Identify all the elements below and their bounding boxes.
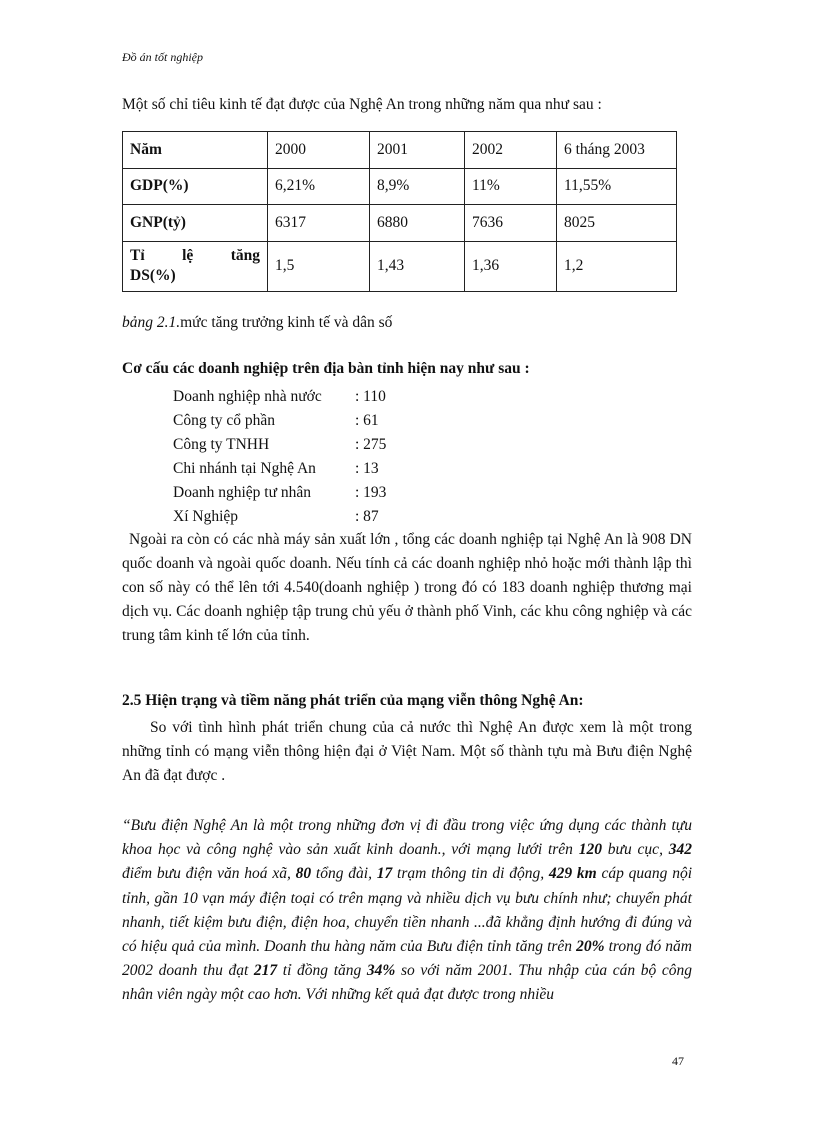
table-cell: Năm <box>123 132 268 169</box>
quote-block <box>122 814 692 1008</box>
table-row <box>123 168 677 205</box>
list-item-value: : 61 <box>355 412 379 429</box>
list-item <box>173 457 379 481</box>
quote-number: 20% <box>576 938 605 956</box>
quote-text: điểm bưu điện văn hoá xã, <box>122 865 296 883</box>
table-row <box>123 132 677 169</box>
list-item <box>173 505 379 529</box>
quote-number: 120 <box>578 841 602 859</box>
table-cell: 1,36 <box>465 241 557 291</box>
list-item-value: : 87 <box>355 508 379 525</box>
row-label-line1 <box>130 246 260 266</box>
quote-number: 80 <box>295 865 312 883</box>
paragraph-text: Ngoài ra còn có các nhà máy sản xuất lớn , tổng các doanh nghiệp tại Nghệ An là 908 DN quốc doanh và ngoài quốc doanh. Nếu tính cả các doanh nghiệp nhỏ hoặc mới thành lập thì con số này có thể lên tới 4.540(doanh nghiệp ) trong đó có 183 doanh nghiệp thương mại dịch vụ. Các doanh nghiệp tập trung chủ yếu ở thành phố Vinh, các khu công nghiệp và các trung tâm kinh tế lớn của tỉnh. <box>122 531 692 644</box>
quote-text: tổng đài, <box>311 865 377 883</box>
row-label-word: Tỉ <box>130 247 145 264</box>
table-cell: 2001 <box>370 132 465 169</box>
table-cell: 7636 <box>465 205 557 242</box>
table-caption <box>122 314 392 332</box>
list-item-name: Doanh nghiệp tư nhân <box>173 484 311 501</box>
enterprise-list <box>173 385 387 529</box>
quote-text: trạm thông tin di động, <box>392 865 549 883</box>
quote-number: 217 <box>253 962 278 980</box>
table-row <box>123 241 677 291</box>
list-item <box>173 481 387 505</box>
caption-prefix: bảng 2.1. <box>122 314 181 331</box>
paragraph <box>122 716 692 788</box>
list-item-value: : 13 <box>355 460 379 477</box>
section-heading: Cơ cấu các doanh nghiệp trên địa bàn tỉnh hiện nay như sau : <box>122 360 530 377</box>
quote-text: trong đó năm 2002 doanh thu đạt <box>122 938 692 980</box>
page-number: 47 <box>672 1054 684 1068</box>
table-cell: 2002 <box>465 132 557 169</box>
quote-text: so với năm 2001. Thu nhập của cán bộ công nhân viên ngày một cao hơn. Với những kết quả đạt được trong nhiều <box>122 962 692 1004</box>
table-cell: 11% <box>465 168 557 205</box>
table-cell: 6,21% <box>268 168 370 205</box>
table-cell: 1,2 <box>557 241 677 291</box>
caption-text: mức tăng trưởng kinh tế và dân số <box>180 314 393 331</box>
section-heading: 2.5 Hiện trạng và tiềm năng phát triển của mạng viễn thông Nghệ An: <box>122 692 584 709</box>
quote-text: cáp quang nội tỉnh, gần 10 vạn máy điện toại có trên mạng và nhiều dịch vụ bưu chính như; chuyển phát nhanh, tiết kiệm bưu điện, điện hoa, chuyển tiền nhanh ...đã khẳng định hướng đi đúng và có hiệu quả của mình. Doanh thu hàng năm của Bưu điện tỉnh tăng trên <box>122 865 693 956</box>
table-cell: GDP(%) <box>123 168 268 205</box>
paragraph-text: So với tình hình phát triển chung của cả nước thì Nghệ An được xem là một trong những tỉnh có mạng viễn thông hiện đại ở Việt Nam. Một số thành tựu mà Bưu điện Nghệ An đã đạt được . <box>122 719 692 784</box>
list-item-value: : 275 <box>355 436 387 453</box>
row-label-word: tăng <box>230 247 260 264</box>
row-label-line2: DS(%) <box>130 267 176 284</box>
list-item <box>173 409 379 433</box>
table-cell: 6317 <box>268 205 370 242</box>
list-item-value: : 110 <box>355 388 386 405</box>
quote-number: 34% <box>366 962 396 980</box>
table-cell: 8025 <box>557 205 677 242</box>
economic-indicators-table <box>122 131 677 292</box>
table-cell: 6880 <box>370 205 465 242</box>
list-item-name: Công ty cổ phần <box>173 412 276 429</box>
quote-text: bưu cục, <box>601 841 669 859</box>
quote-text: tỉ đồng tăng <box>277 962 367 980</box>
intro-text: Một số chỉ tiêu kinh tế đạt được của Nghệ An trong những năm qua như sau : <box>122 96 602 113</box>
table-cell: 6 tháng 2003 <box>557 132 677 169</box>
list-item-value: : 193 <box>355 484 387 501</box>
table-cell <box>123 241 268 291</box>
table-row <box>123 205 677 242</box>
list-item <box>173 385 386 409</box>
table-cell: 2000 <box>268 132 370 169</box>
paragraph <box>122 528 692 648</box>
list-item <box>173 433 387 457</box>
quote-number: 342 <box>668 841 693 859</box>
quote-number: 17 <box>376 865 393 883</box>
list-item-name: Chi nhánh tại Nghệ An <box>173 460 316 477</box>
list-item-name: Công ty TNHH <box>173 436 270 453</box>
page-header: Đồ án tốt nghiệp <box>122 50 203 64</box>
table-cell: 1,43 <box>370 241 465 291</box>
quote-number: 429 km <box>548 865 597 883</box>
table-cell: 1,5 <box>268 241 370 291</box>
row-label-word: lệ <box>182 247 194 264</box>
table-cell: GNP(tỷ) <box>123 205 268 242</box>
table-cell: 11,55% <box>557 168 677 205</box>
table-cell: 8,9% <box>370 168 465 205</box>
list-item-name: Xí Nghiệp <box>173 508 239 525</box>
list-item-name: Doanh nghiệp nhà nước <box>173 388 322 405</box>
quote-text: “Bưu điện Nghệ An là một trong những đơn vị đi đầu trong việc ứng dụng các thành tựu khoa học và công nghệ vào sản xuất kinh doanh., với mạng lưới trên <box>122 817 692 859</box>
